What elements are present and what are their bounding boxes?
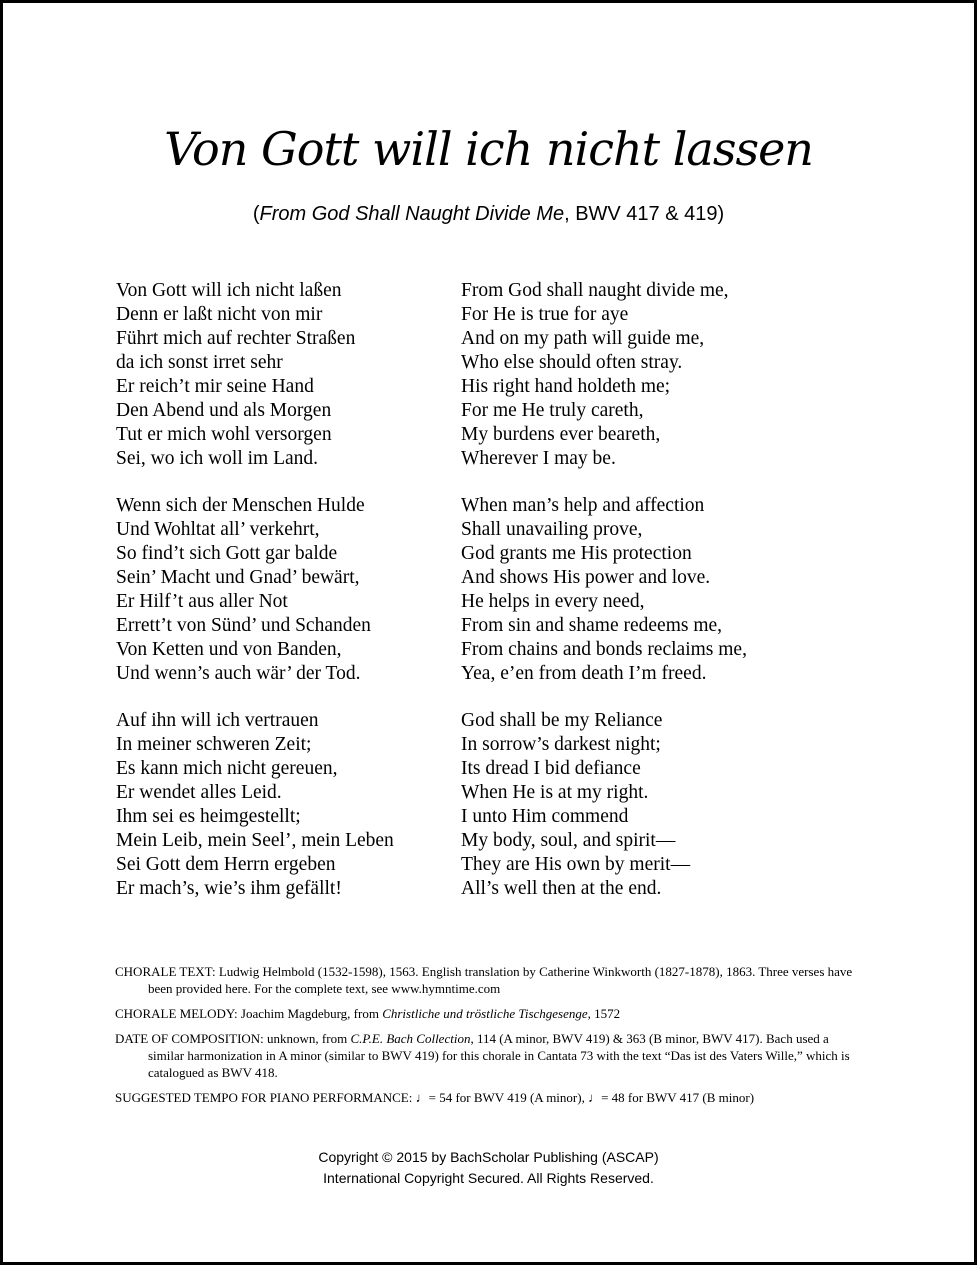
verse-line: From chains and bonds reclaims me,: [461, 639, 747, 660]
english-verse-1: [461, 279, 881, 471]
verse-line: When He is at my right.: [461, 782, 649, 803]
verse-line: God shall be my Reliance: [461, 710, 663, 731]
performance-notes: [115, 963, 855, 1114]
composition-date-note: [115, 1030, 855, 1081]
verse-line: Von Ketten und von Banden,: [116, 639, 342, 660]
verse-line: And shows His power and love.: [461, 567, 711, 588]
copyright-notice: [3, 1147, 974, 1189]
melody-prefix: CHORALE MELODY: Joachim Magdeburg, from: [115, 1006, 383, 1021]
german-text-column: [116, 279, 446, 924]
german-verse-1: [116, 279, 446, 471]
verse-line: Sei Gott dem Herrn ergeben: [116, 854, 336, 875]
verse-line: Denn er laßt nicht von mir: [116, 304, 323, 325]
suggested-tempo-note: SUGGESTED TEMPO FOR PIANO PERFORMANCE: ♩= 54 for BWV 419 (A minor), ♩= 48 for BWV 417 (B minor): [115, 1090, 755, 1105]
chorale-melody-note: [115, 1005, 855, 1022]
english-verse-3: [461, 709, 881, 901]
verse-line: Er wendet alles Leid.: [116, 782, 282, 803]
english-verse-2: [461, 494, 881, 686]
verse-line: For me He truly careth,: [461, 400, 644, 421]
verse-line: Es kann mich nicht gereuen,: [116, 758, 338, 779]
verse-line: Wherever I may be.: [461, 448, 616, 469]
verse-line: Führt mich auf rechter Straßen: [116, 328, 356, 349]
date-prefix: DATE OF COMPOSITION: unknown, from: [115, 1031, 351, 1046]
german-verse-2: [116, 494, 446, 686]
verse-line: Its dread I bid defiance: [461, 758, 641, 779]
page-subtitle: [3, 201, 974, 227]
verse-line: Den Abend und als Morgen: [116, 400, 332, 421]
verse-line: Tut er mich wohl versorgen: [116, 424, 332, 445]
chorale-text-note: CHORALE TEXT: Ludwig Helmbold (1532-1598), 1563. English translation by Catherine Winkworth (1827-1878), 1863. Three verses have been provided here. For the complete text, see www.hymntime.com: [115, 964, 853, 996]
verse-line: All’s well then at the end.: [461, 878, 662, 899]
date-collection-title: C.P.E. Bach Collection: [350, 1031, 471, 1046]
verse-line: In meiner schweren Zeit;: [116, 734, 312, 755]
verse-line: Von Gott will ich nicht laßen: [116, 280, 342, 301]
verse-line: From God shall naught divide me,: [461, 280, 729, 301]
verse-line: Er reich’t mir seine Hand: [116, 376, 314, 397]
verse-line: Auf ihn will ich vertrauen: [116, 710, 319, 731]
copyright-line-1: Copyright © 2015 by BachScholar Publishing (ASCAP): [318, 1149, 659, 1165]
copyright-line-2: International Copyright Secured. All Rights Reserved.: [323, 1170, 654, 1186]
subtitle-bwv: , BWV 417 & 419): [564, 203, 725, 225]
verse-line: Yea, e’en from death I’m freed.: [461, 663, 707, 684]
subtitle-open-paren: (: [252, 203, 260, 225]
verse-line: So find’t sich Gott gar balde: [116, 543, 338, 564]
page-title: Von Gott will ich nicht lassen: [164, 122, 813, 176]
verse-line: God grants me His protection: [461, 543, 692, 564]
verse-line: Und Wohltat all’ verkehrt,: [116, 519, 320, 540]
verse-line: Sein’ Macht und Gnad’ bewärt,: [116, 567, 360, 588]
verse-line: They are His own by merit—: [461, 854, 691, 875]
verse-line: Mein Leib, mein Seel’, mein Leben: [116, 830, 394, 851]
verse-line: When man’s help and affection: [461, 495, 705, 516]
verse-line: He helps in every need,: [461, 591, 645, 612]
verse-line: da ich sonst irret sehr: [116, 352, 283, 373]
verse-line: In sorrow’s darkest night;: [461, 734, 661, 755]
verse-line: For He is true for aye: [461, 304, 629, 325]
verse-line: I unto Him commend: [461, 806, 629, 827]
verse-line: Er mach’s, wie’s ihm gefällt!: [116, 878, 342, 899]
verse-line: My body, soul, and spirit—: [461, 830, 676, 851]
subtitle-english-title: From God Shall Naught Divide Me: [259, 203, 565, 225]
verse-line: Ihm sei es heimgestellt;: [116, 806, 301, 827]
melody-suffix: , 1572: [587, 1006, 621, 1021]
verse-line: Shall unavailing prove,: [461, 519, 643, 540]
verse-line: Who else should often stray.: [461, 352, 683, 373]
verse-line: My burdens ever beareth,: [461, 424, 661, 445]
verse-line: His right hand holdeth me;: [461, 376, 671, 397]
german-verse-3: [116, 709, 446, 901]
melody-source-title: Christliche und tröstliche Tischgesenge: [382, 1006, 588, 1021]
verse-line: From sin and shame redeems me,: [461, 615, 723, 636]
verse-line: Errett’t von Sünd’ und Schanden: [116, 615, 371, 636]
verse-line: Und wenn’s auch wär’ der Tod.: [116, 663, 361, 684]
verse-line: Wenn sich der Menschen Hulde: [116, 495, 365, 516]
verse-line: Er Hilf’t aus aller Not: [116, 591, 288, 612]
verse-line: And on my path will guide me,: [461, 328, 705, 349]
verse-line: Sei, wo ich woll im Land.: [116, 448, 319, 469]
date-suffix: , 114 (A minor, BWV 419) & 363 (B minor, BWV 417). Bach used a similar harmonization in A minor (similar to BWV 419) for this chorale in Cantata 73 with the text “Das ist des Vaters Wille,” which is catalogued as BWV 418.: [148, 1031, 850, 1080]
english-text-column: [461, 279, 881, 924]
